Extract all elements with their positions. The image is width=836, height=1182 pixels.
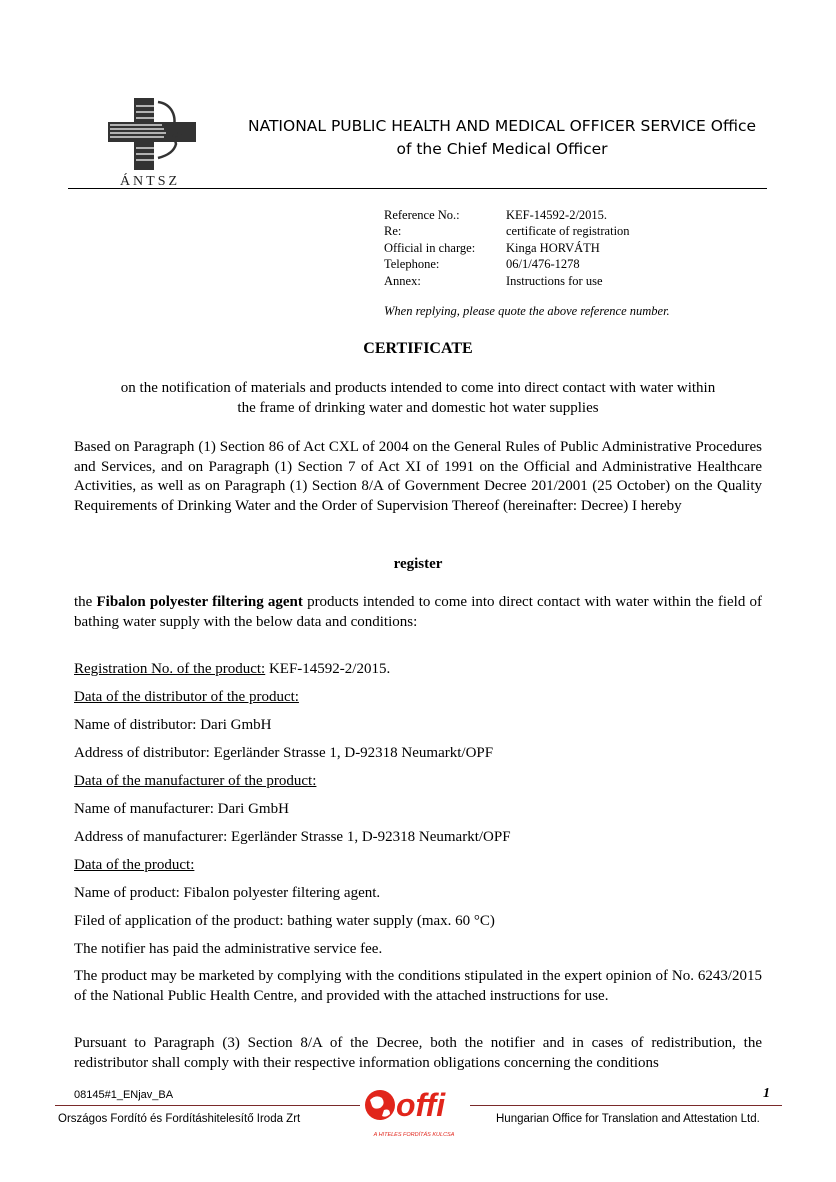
footer-company-english: Hungarian Office for Translation and Attestation Ltd. [496, 1113, 760, 1125]
manufacturer-heading: Data of the manufacturer of the product: [74, 773, 317, 789]
reply-note: When replying, please quote the above reference number. [384, 304, 670, 318]
reference-row [384, 256, 630, 272]
reference-value: 06/1/476-1278 [506, 257, 580, 272]
reference-row [384, 240, 630, 256]
reference-label: Reference No.: [384, 208, 460, 222]
reference-label: Telephone: [384, 257, 440, 272]
distributor-heading: Data of the distributor of the product: [74, 689, 299, 705]
subject-paragraph [74, 593, 762, 632]
offi-tagline: A HITELES FORDÍTÁS KULCSA [373, 1132, 455, 1138]
reference-value: certificate of registration [506, 224, 630, 239]
pursuant-paragraph: Pursuant to Paragraph (3) Section 8/A of the Decree, both the notifier and in cases of redistribution, the redistributor shall comply with their respective information obligations concerning the conditions [74, 1035, 762, 1071]
reference-row [384, 273, 630, 289]
reference-row [384, 207, 630, 223]
manufacturer-name: Name of manufacturer: Dari GmbH [74, 801, 289, 817]
reference-label: Re: [384, 224, 402, 239]
organization-name [215, 115, 789, 161]
footer-document-code: 08145#1_ENjav_BA [74, 1089, 174, 1101]
footer-company-hungarian: Országos Fordító és Fordításhitelesítő Iroda Zrt [58, 1113, 301, 1125]
logo-text: ÁNTSZ [119, 174, 181, 188]
reference-label: Annex: [384, 273, 421, 288]
offi-logo-text: offi [396, 1087, 446, 1123]
product-field: Filed of application of the product: bathing water supply (max. 60 °C) [74, 913, 495, 929]
org-name-line1: NATIONAL PUBLIC HEALTH AND MEDICAL OFFICER SERVICE Office [247, 117, 757, 135]
subject-prefix: the [74, 594, 97, 610]
distributor-address: Address of distributor: Egerländer Strasse 1, D-92318 Neumarkt/OPF [74, 745, 494, 761]
distributor-name: Name of distributor: Dari GmbH [74, 717, 272, 733]
product-name: Name of product: Fibalon polyester filtering agent. [74, 885, 381, 901]
legal-basis-paragraph: Based on Paragraph (1) Section 86 of Act CXL of 2004 on the General Rules of Public Administrative Procedures and Services, and on Paragraph (1) Section 7 of Act XI of 1991 on the Official and Administrative Healthcare Activities, as well as on Paragraph (1) Section 8/A of Government Decree 201/2001 (25 October) on the Quality Requirements of Drinking Water and the Order of Supervision Thereof (hereinafter: Decree) I hereby [74, 439, 762, 514]
header-divider [68, 188, 767, 189]
footer-divider-right [470, 1105, 782, 1106]
registration-number-line [74, 660, 390, 679]
antsz-logo [100, 96, 200, 188]
document-subtitle [70, 378, 766, 418]
footer-divider-left [55, 1105, 360, 1106]
manufacturer-address: Address of manufacturer: Egerländer Strasse 1, D-92318 Neumarkt/OPF [74, 829, 511, 845]
reference-value: Instructions for use [506, 273, 603, 288]
product-heading: Data of the product: [74, 857, 195, 873]
reference-block [384, 207, 630, 289]
offi-logo [360, 1080, 468, 1140]
reference-value: Kinga HORVÁTH [506, 240, 600, 255]
subtitle-line1: on the notification of materials and products intended to come into direct contact with water within [120, 380, 716, 396]
subtitle-line2: the frame of drinking water and domestic hot water supplies [237, 400, 599, 416]
registration-value: KEF-14592-2/2015. [265, 661, 391, 677]
org-name-line2: of the Chief Medical Officer [396, 140, 608, 158]
subject-product: Fibalon polyester filtering agent [96, 594, 303, 610]
reference-row [384, 223, 630, 239]
subject-suffix: products intended to come into direct contact with water within the field of bathing water supply with the below data and conditions: [74, 594, 762, 630]
document-title: CERTIFICATE [363, 340, 473, 357]
register-heading: register [393, 556, 443, 572]
reference-value: KEF-14592-2/2015. [506, 208, 608, 222]
page-number: 1 [763, 1086, 770, 1101]
registration-label: Registration No. of the product: [74, 661, 266, 677]
reference-label: Official in charge: [384, 240, 476, 255]
fee-note: The notifier has paid the administrative service fee. [74, 941, 383, 957]
marketing-paragraph: The product may be marketed by complying with the conditions stipulated in the expert opinion of No. 6243/2015 of the National Public Health Centre, and provided with the attached instructions for use. [74, 968, 762, 1004]
